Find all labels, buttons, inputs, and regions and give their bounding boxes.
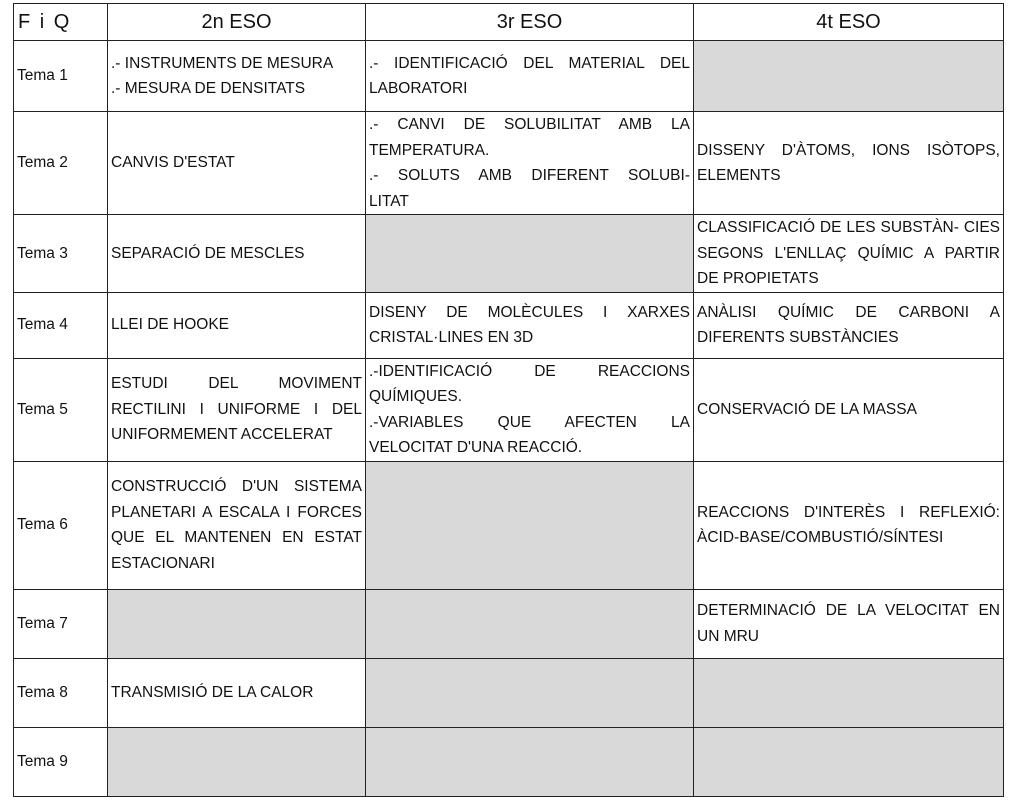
table-row (14, 727, 1004, 796)
cell-text-line: DE PROPIETATS (697, 270, 819, 287)
empty-cell-3r-eso (366, 727, 694, 796)
topic-cell: Tema 9 (14, 727, 108, 796)
content-cell-4t-eso (694, 112, 1004, 215)
empty-cell-4t-eso (694, 658, 1004, 727)
topic-cell: Tema 2 (14, 112, 108, 215)
content-cell-2n-eso (108, 41, 366, 112)
content-cell-3r-eso (366, 41, 694, 112)
table-row (14, 215, 1004, 293)
topic-cell: Tema 7 (14, 589, 108, 658)
cell-text-line: .- SOLUTS AMB DIFERENT SOLUBI- (369, 167, 690, 184)
content-cell-3r-eso (366, 292, 694, 358)
cell-text-line: SEGONS L'ENLLAÇ QUÍMIC A PARTIR (697, 244, 1000, 262)
cell-text-line: ESTACIONARI (111, 554, 215, 572)
header-corner: F i Q (14, 4, 108, 41)
cell-text-line: PLANETARI A ESCALA I FORCES (111, 503, 362, 521)
cell-text-line: ELEMENTS (697, 167, 781, 184)
curriculum-table (13, 3, 1004, 797)
content-cell-2n-eso (108, 658, 366, 727)
topic-cell: Tema 4 (14, 292, 108, 358)
cell-text-line: QUE EL MANTENEN EN ESTAT (111, 529, 362, 546)
content-cell-2n-eso (108, 112, 366, 215)
header-4t-eso: 4t ESO (694, 4, 1004, 41)
table-row (14, 292, 1004, 358)
topic-cell: Tema 8 (14, 658, 108, 727)
empty-cell-3r-eso (366, 589, 694, 658)
cell-text-line: CONSERVACIÓ DE LA MASSA (697, 400, 917, 418)
cell-text-line: REACCIONS D'INTERÈS I REFLEXIÓ: (697, 503, 1000, 521)
content-cell-4t-eso (694, 358, 1004, 461)
cell-text-line: QUÍMIQUES. (369, 388, 463, 405)
cell-text-line: .-IDENTIFICACIÓ DE REACCIONS (369, 362, 690, 380)
table-row (14, 358, 1004, 461)
content-cell-2n-eso (108, 358, 366, 461)
empty-cell-3r-eso (366, 658, 694, 727)
empty-cell-4t-eso (694, 727, 1004, 796)
cell-text-line: UN MRU (697, 627, 759, 645)
cell-text-line: .- IDENTIFICACIÓ DEL MATERIAL DEL (369, 54, 690, 72)
cell-text-line: .- MESURA DE DENSITATS (111, 80, 306, 97)
header-2n-eso: 2n ESO (108, 4, 366, 41)
cell-text-line: LLEI DE HOOKE (111, 316, 230, 334)
content-cell-2n-eso (108, 215, 366, 293)
cell-text-line: VELOCITAT D'UNA REACCIÓ. (369, 439, 583, 456)
content-cell-4t-eso (694, 215, 1004, 293)
topic-cell: Tema 1 (14, 41, 108, 112)
cell-text-line: ESTUDI DEL MOVIMENT (111, 375, 362, 393)
empty-cell-3r-eso (366, 215, 694, 293)
content-cell-2n-eso (108, 461, 366, 589)
cell-text-line: CANVIS D'ESTAT (111, 154, 235, 172)
table-body (14, 41, 1004, 797)
cell-text-line: ANÀLISI QUÍMIC DE CARBONI A (697, 303, 1000, 321)
cell-text-line: UNIFORMEMENT ACCELERAT (111, 426, 333, 444)
cell-text-line: CONSTRUCCIÓ D'UN SISTEMA (111, 478, 362, 495)
content-cell-2n-eso (108, 292, 366, 358)
cell-text-line: TEMPERATURA. (369, 141, 490, 159)
header-row (14, 4, 1004, 41)
header-3r-eso: 3r ESO (366, 4, 694, 41)
cell-text-line: TRANSMISIÓ DE LA CALOR (111, 683, 314, 701)
cell-text-line: ÀCID-BASE/COMBUSTIÓ/SÍNTESI (697, 529, 944, 546)
table-row (14, 461, 1004, 589)
empty-cell-4t-eso (694, 41, 1004, 112)
cell-text-line: .- INSTRUMENTS DE MESURA (111, 54, 334, 72)
topic-cell: Tema 3 (14, 215, 108, 293)
content-cell-4t-eso (694, 589, 1004, 658)
table-row (14, 41, 1004, 112)
cell-text-line: DIFERENTS SUBSTÀNCIES (697, 329, 899, 346)
cell-text-line: CLASSIFICACIÓ DE LES SUBSTÀN- CIES (697, 219, 1000, 236)
cell-text-line: DISSENY D'ÀTOMS, IONS ISÒTOPS, (697, 141, 1000, 159)
table-row (14, 658, 1004, 727)
topic-cell: Tema 5 (14, 358, 108, 461)
cell-text-line: DISENY DE MOLÈCULES I XARXES (369, 303, 690, 321)
content-cell-4t-eso (694, 461, 1004, 589)
empty-cell-2n-eso (108, 727, 366, 796)
cell-text-line: .-VARIABLES QUE AFECTEN LA (369, 413, 690, 431)
empty-cell-2n-eso (108, 589, 366, 658)
table-row (14, 589, 1004, 658)
cell-text-line: LITAT (369, 192, 409, 210)
content-cell-3r-eso (366, 358, 694, 461)
content-cell-3r-eso (366, 112, 694, 215)
cell-text-line: RECTILINI I UNIFORME I DEL (111, 400, 362, 418)
cell-text-line: DETERMINACIÓ DE LA VELOCITAT EN (697, 602, 1000, 619)
table-row (14, 112, 1004, 215)
cell-text-line: LABORATORI (369, 80, 468, 97)
cell-text-line: .- CANVI DE SOLUBILITAT AMB LA (369, 116, 690, 133)
content-cell-4t-eso (694, 292, 1004, 358)
cell-text-line: CRISTAL·LINES EN 3D (369, 329, 534, 346)
cell-text-line: SEPARACIÓ DE MESCLES (111, 244, 305, 262)
topic-cell: Tema 6 (14, 461, 108, 589)
empty-cell-3r-eso (366, 461, 694, 589)
